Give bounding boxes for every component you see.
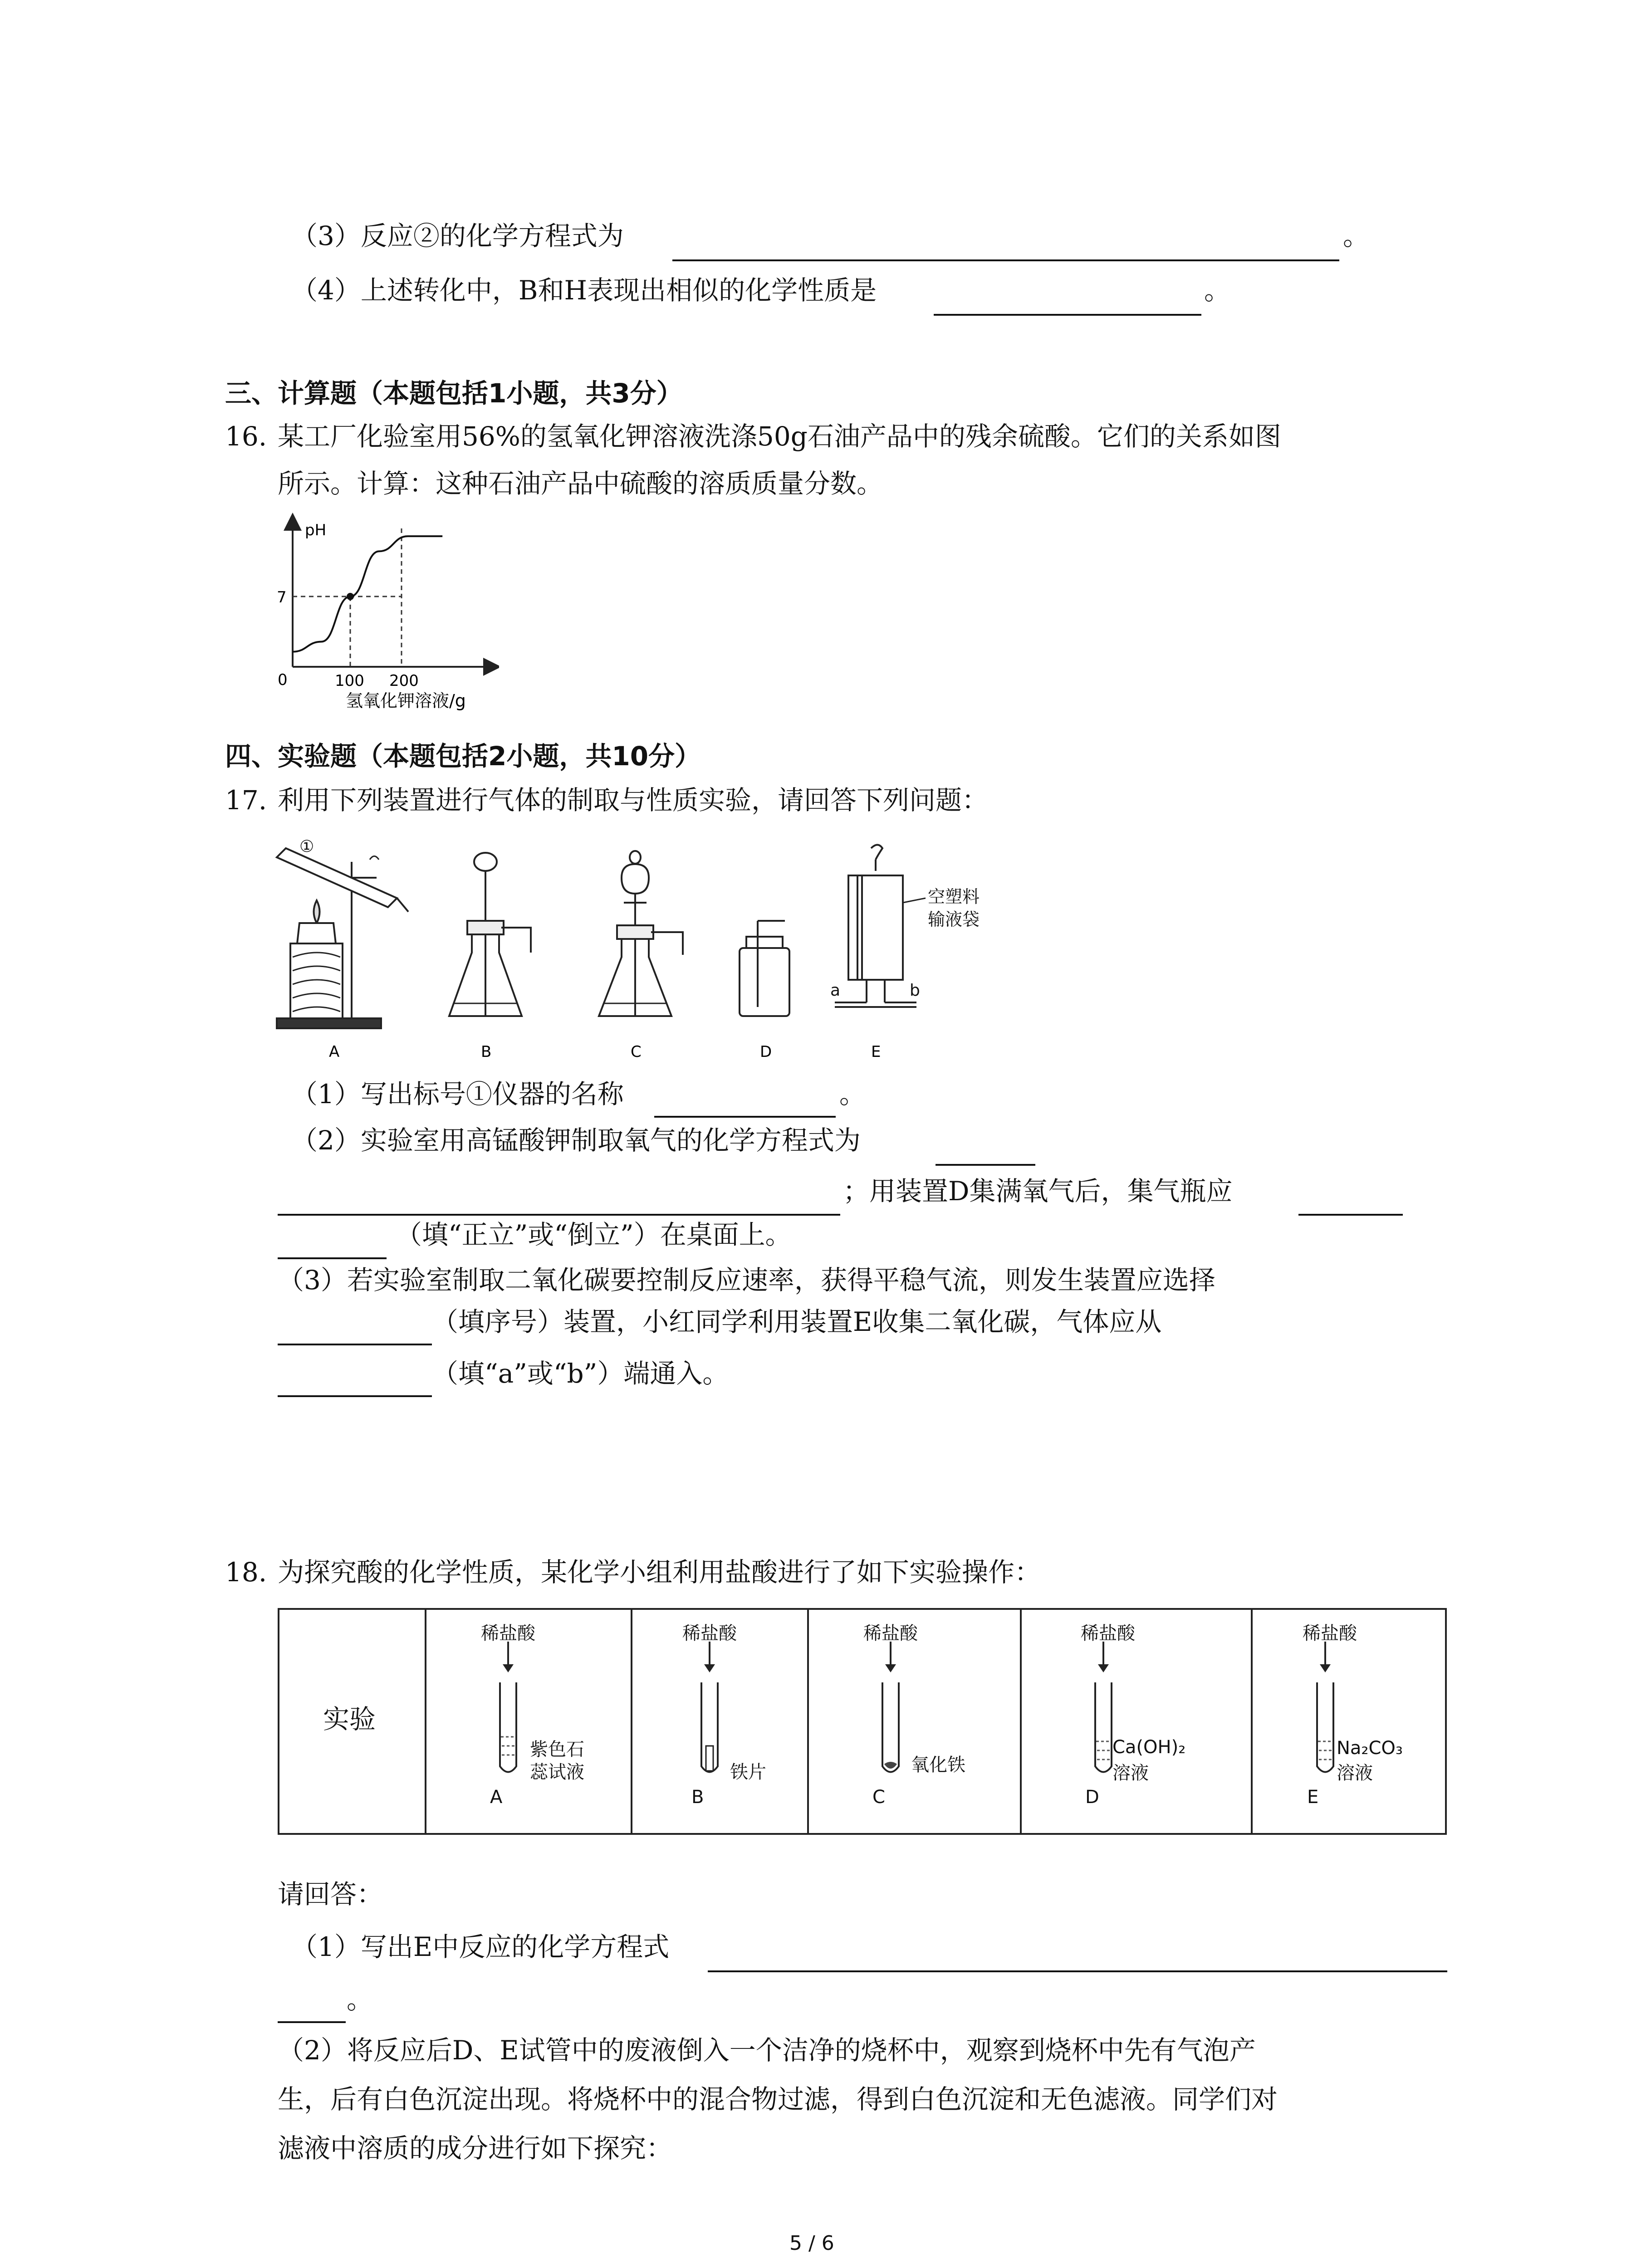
page-number: 5 / 6 [789,2232,834,2255]
tube-e-reagent-line1: Na₂CO₃ [1337,1738,1403,1759]
q15-line3-text: （3）反应②的化学方程式为 [291,220,624,251]
ph-chart-equivalence-point [347,593,354,600]
q18-intro: 为探究酸的化学性质，某化学小组利用盐酸进行了如下实验操作： [278,1557,1041,1588]
apparatus-label-b: B [481,1043,492,1061]
q18-part1: （1）写出E中反应的化学方程式 [291,1931,670,1962]
apparatus-label-d: D [760,1043,772,1061]
section-4-heading: 四、实验题（本题包括2小题，共10分） [225,741,701,772]
q18-number: 18. [225,1557,267,1588]
q15-line3-end: 。 [1343,220,1370,251]
ph-chart-xtick-200: 200 [389,672,419,690]
apparatus-e [830,845,980,1007]
q18-part2-line2: 生，后有白色沉淀出现。将烧杯中的混合物过滤，得到白色沉淀和无色滤液。同学们对 [278,2084,1278,2115]
q17-answer-blank-3b[interactable] [278,1395,432,1397]
apparatus-label-a: A [329,1043,340,1061]
q17-answer-blank-1[interactable] [654,1116,836,1118]
tube-c-letter: C [872,1787,885,1808]
q18-ask: 请回答： [278,1879,383,1910]
q15-line3 [291,220,624,252]
experiment-cell-b [632,1609,808,1834]
ph-chart-xlabel: 氢氧化钾溶液/g [346,691,466,711]
tube-e-letter: E [1307,1787,1319,1808]
apparatus-label-c: C [631,1043,642,1061]
tube-a-reagent-line2: 蕊试液 [530,1762,584,1783]
q17-answer-blank-3a[interactable] [278,1344,432,1345]
q17-part2-line1: （2）实验室用高锰酸钾制取氧气的化学方程式为 [291,1125,861,1156]
q17-part3-line3: （填“a”或“b”）端通入。 [432,1358,729,1389]
experiment-cell-a [426,1609,632,1834]
section-3-heading: 三、计算题（本题包括1小题，共3分） [225,378,683,409]
q17-answer-blank-2b[interactable] [278,1214,840,1216]
apparatus-label-e: E [871,1043,881,1061]
experiment-table [278,1608,1447,1835]
bag-label-line2: 输液袋 [928,909,980,929]
tube-a-reagent-line1: 紫色石 [530,1739,584,1760]
tube-b-letter: B [691,1787,704,1808]
q17-part3-line1: （3）若实验室制取二氧化碳要控制反应速率，获得平稳气流，则发生装置应选择 [278,1265,1215,1295]
q17-answer-blank-2c[interactable] [1298,1214,1403,1216]
experiment-header: 实验 [323,1704,376,1735]
q17-part2-line3: （填“正立”或“倒立”）在桌面上。 [396,1219,792,1250]
tube-a-acid-label: 稀盐酸 [481,1623,535,1644]
experiment-header-cell [279,1609,426,1834]
experiment-cell-d [1021,1609,1252,1834]
q17-part3-line2: （填序号）装置，小红同学利用装置E收集二氧化碳，气体应从 [432,1306,1162,1337]
ph-chart-ytick-7: 7 [277,588,287,606]
tube-e-acid-label: 稀盐酸 [1303,1623,1357,1644]
q17-answer-blank-2a[interactable] [936,1164,1035,1166]
q17-part1-end: 。 [839,1079,866,1110]
q17-number: 17. [225,785,267,816]
q15-answer-blank-4[interactable] [934,314,1201,316]
experiment-cell-c [808,1609,1021,1834]
apparatus-d [740,921,789,1016]
q17-answer-blank-2d[interactable] [278,1257,387,1259]
ph-chart-curve [293,536,442,652]
ph-chart [245,508,499,721]
port-a-label: a [830,981,841,1000]
q18-answer-blank-1b[interactable] [278,2021,346,2023]
q18-answer-blank-1a[interactable] [708,1970,1447,1972]
tube-b [682,1637,737,1787]
ph-chart-ylabel: pH [305,521,327,539]
q16-line1: 某工厂化验室用56%的氢氧化钾溶液洗涤50g石油产品中的残余硫酸。它们的关系如图 [278,421,1281,452]
apparatus-a [277,837,408,1028]
apparatus-figure [272,835,1034,1066]
tube-d-acid-label: 稀盐酸 [1081,1623,1135,1644]
q17-intro: 利用下列装置进行气体的制取与性质实验，请回答下列问题： [278,785,989,816]
ph-chart-xtick-100: 100 [335,672,364,690]
ph-chart-origin: 0 [278,671,288,689]
q17-part1: （1）写出标号①仪器的名称 [291,1079,624,1110]
q16-number: 16. [225,421,267,452]
marker-circled-1: ① [299,837,314,856]
tube-c [863,1637,918,1787]
bag-label-line1: 空塑料 [928,887,980,907]
tube-c-acid-label: 稀盐酸 [863,1623,918,1644]
tube-d-reagent-line1: Ca(OH)₂ [1112,1737,1186,1758]
tube-a-letter: A [490,1787,503,1808]
tube-b-reagent: 铁片 [730,1762,766,1783]
apparatus-c [599,851,683,1016]
q16-line2: 所示。计算：这种石油产品中硫酸的溶质质量分数。 [278,468,883,499]
q18-part2-line1: （2）将反应后D、E试管中的废液倒入一个洁净的烧杯中，观察到烧杯中先有气泡产 [278,2035,1256,2066]
q18-part2-line3: 滤液中溶质的成分进行如下探究： [278,2133,673,2164]
tube-a [481,1637,535,1787]
q15-line4-end: 。 [1204,275,1231,306]
q18-part1-end: 。 [347,1984,373,2015]
q17-part2-line2: ；用装置D集满氧气后，集气瓶应 [843,1176,1233,1207]
q15-line4: （4）上述转化中，B和H表现出相似的化学性质是 [291,275,877,306]
port-b-label: b [910,981,920,1000]
tube-d-letter: D [1085,1787,1099,1808]
tube-c-reagent: 氧化铁 [911,1755,965,1775]
tube-d-reagent-line2: 溶液 [1112,1763,1149,1784]
tube-b-acid-label: 稀盐酸 [682,1623,737,1644]
experiment-cell-e [1252,1609,1446,1834]
apparatus-b [449,853,531,1016]
q15-answer-blank-3[interactable] [672,259,1339,261]
tube-e-reagent-line2: 溶液 [1337,1763,1373,1784]
